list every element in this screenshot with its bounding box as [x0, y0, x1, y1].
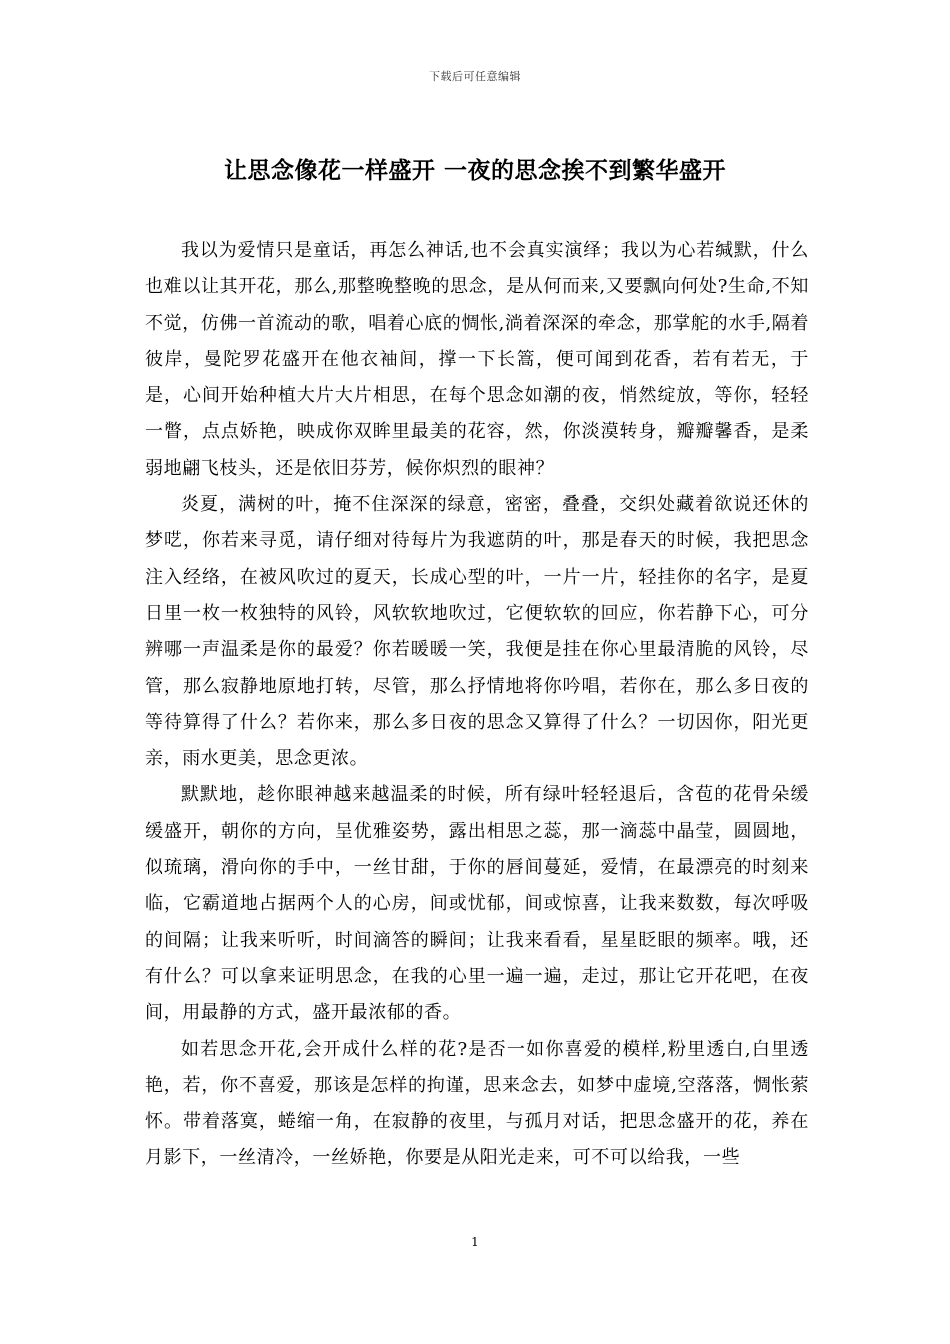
paragraph: 我以为爱情只是童话，再怎么神话,也不会真实演绎；我以为心若缄默，什么也难以让其开花，那么,那整晚整晚的思念，是从何而来,又要飘向何处?生命,不知不觉，仿佛一首流动的歌，唱着心底的惆怅,淌着深深的牵念，那掌舵的水手,隔着彼岸，曼陀罗花盛开在他衣袖间，撑一下长篙，便可闻到花香，若有若无，于是，心间开始种植大片大片相思，在每个思念如潮的夜，悄然绽放，等你，轻轻一瞥，点点娇艳，映成你双眸里最美的花容，然，你淡漠转身，瓣瓣馨香，是柔弱地翩飞枝头，还是依旧芬芳，候你炽烈的眼神？ [145, 240, 809, 479]
page-number: 1 [471, 1235, 479, 1249]
document-body [145, 233, 809, 1177]
header-note: 下载后可任意编辑 [429, 70, 521, 83]
paragraph: 如若思念开花,会开成什么样的花?是否一如你喜爱的模样,粉里透白,白里透艳，若，你不喜爱，那该是怎样的拘谨，思来念去，如梦中虚境,空落落，惆怅萦怀。带着落寞，蜷缩一角，在寂静的夜里，与孤月对话，把思念盛开的花，养在月影下，一丝清冷，一丝娇艳，你要是从阳光走来，可不可以给我，一些 [145, 1038, 809, 1169]
paragraph: 炎夏，满树的叶，掩不住深深的绿意，密密，叠叠，交织处藏着欲说还休的梦呓，你若来寻觅，请仔细对待每片为我遮荫的叶，那是春天的时候，我把思念注入经络，在被风吹过的夏天，长成心型的叶，一片一片，轻挂你的名字，是夏日里一枚一枚独特的风铃，风软软地吹过，它便软软的回应，你若静下心，可分辨哪一声温柔是你的最爱？你若暖暖一笑，我便是挂在你心里最清脆的风铃，尽管，那么寂静地原地打转，尽管，那么抒情地将你吟唱，若你在，那么多日夜的等待算得了什么？若你来，那么多日夜的思念又算得了什么？一切因你，阳光更亲，雨水更美，思念更浓。 [145, 494, 809, 770]
paragraph: 默默地，趁你眼神越来越温柔的时候，所有绿叶轻轻退后，含苞的花骨朵缓缓盛开，朝你的方向，呈优雅姿势，露出相思之蕊，那一滴蕊中晶莹，圆圆地，似琉璃，滑向你的手中，一丝甘甜，于你的唇间蔓延，爱情，在最漂亮的时刻来临，它霸道地占据两个人的心房，间或忧郁，间或惊喜，让我来数数，每次呼吸的间隔；让我来听听，时间滴答的瞬间；让我来看看，星星眨眼的频率。哦，还有什么？可以拿来证明思念，在我的心里一遍一遍，走过，那让它开花吧，在夜间，用最静的方式，盛开最浓郁的香。 [145, 784, 809, 1024]
document-title: 让思念像花一样盛开 一夜的思念挨不到繁华盛开 [223, 158, 726, 184]
